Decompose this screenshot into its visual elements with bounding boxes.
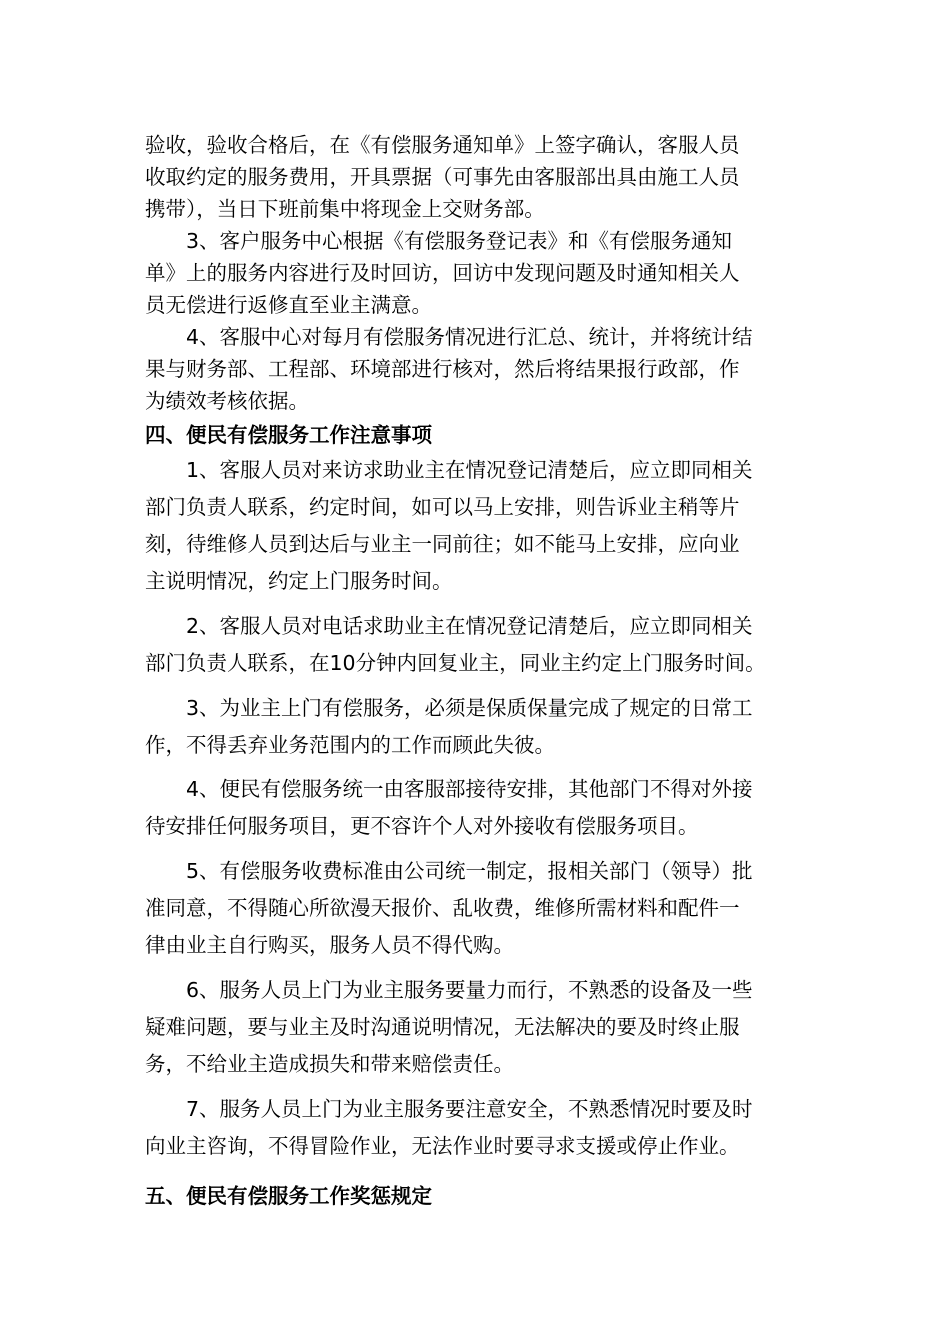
text-line: 果与财务部、工程部、环境部进行核对，然后将结果报行政部，作: [145, 357, 740, 381]
text-line: 携带），当日下班前集中将现金上交财务部。: [145, 197, 545, 221]
text-line: 律由业主自行购买，服务人员不得代购。: [145, 933, 514, 957]
text-line: 向业主咨询，不得冒险作业，无法作业时要寻求支援或停止作业。: [145, 1134, 740, 1158]
text-line: 2、客服人员对电话求助业主在情况登记清楚后，应立即同相关: [145, 614, 753, 638]
text-line: 7、服务人员上门为业主服务要注意安全，不熟悉情况时要及时: [145, 1097, 753, 1121]
text-line: 作，不得丢弃业务范围内的工作而顾此失彼。: [145, 733, 555, 757]
text-line: 刻，待维修人员到达后与业主一同前往；如不能马上安排，应向业: [145, 532, 740, 556]
text-line: 疑难问题，要与业主及时沟通说明情况，无法解决的要及时终止服: [145, 1015, 740, 1039]
text-line: 部门负责人联系，约定时间，如可以马上安排，则告诉业主稍等片: [145, 495, 740, 519]
text-line: 主说明情况，约定上门服务时间。: [145, 569, 453, 593]
text-line: 为绩效考核依据。: [145, 389, 309, 413]
text-line: 收取约定的服务费用，开具票据（可事先由客服部出具由施工人员: [145, 165, 740, 189]
text-line: 4、便民有偿服务统一由客服部接待安排，其他部门不得对外接: [145, 777, 753, 801]
text-line: 务，不给业主造成损失和带来赔偿责任。: [145, 1052, 514, 1076]
section-heading: 四、便民有偿服务工作注意事项: [145, 423, 432, 447]
text-line: 待安排任何服务项目，更不容许个人对外接收有偿服务项目。: [145, 814, 699, 838]
text-line: 3、为业主上门有偿服务，必须是保质保量完成了规定的日常工: [145, 696, 753, 720]
text-line: 4、客服中心对每月有偿服务情况进行汇总、统计，并将统计结: [145, 325, 753, 349]
text-line: 5、有偿服务收费标准由公司统一制定，报相关部门（领导）批: [145, 859, 753, 883]
text-line: 6、服务人员上门为业主服务要量力而行，不熟悉的设备及一些: [145, 978, 753, 1002]
text-line: 1、客服人员对来访求助业主在情况登记清楚后，应立即同相关: [145, 458, 753, 482]
text-line: 验收，验收合格后，在《有偿服务通知单》上签字确认，客服人员: [145, 133, 740, 157]
section-heading: 五、便民有偿服务工作奖惩规定: [145, 1184, 432, 1208]
text-line: 部门负责人联系，在10分钟内回复业主，同业主约定上门服务时间。: [145, 651, 766, 675]
text-line: 3、客户服务中心根据《有偿服务登记表》和《有偿服务通知: [145, 229, 733, 253]
text-line: 单》上的服务内容进行及时回访，回访中发现问题及时通知相关人: [145, 261, 740, 285]
text-line: 准同意，不得随心所欲漫天报价、乱收费，维修所需材料和配件一: [145, 896, 740, 920]
text-line: 员无偿进行返修直至业主满意。: [145, 293, 432, 317]
